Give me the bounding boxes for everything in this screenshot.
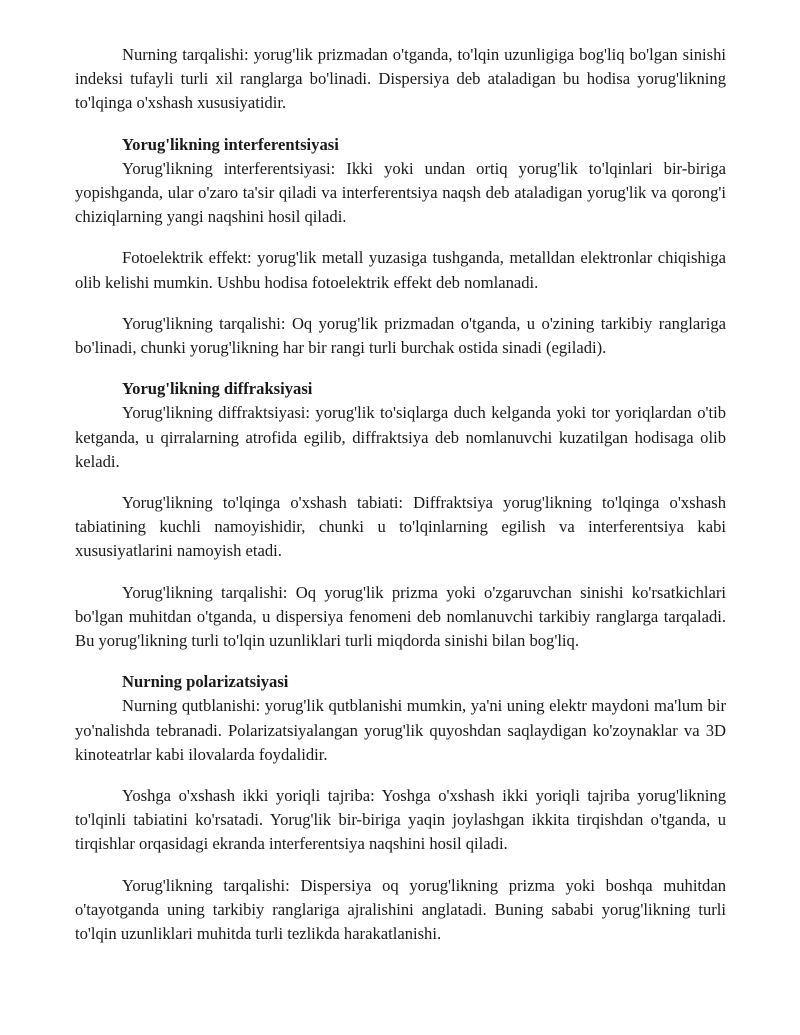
paragraph-polarization: Nurning qutblanishi: yorug'lik qutblanishi mumkin, ya'ni uning elektr maydoni ma'lum bir yo'nalishda tebranadi. Polarizatsiyalangan yorug'lik quyoshdan saqlaydigan ko'zoynaklar va 3D kinoteatrlar kabi ilovalarda foydalidir. [75, 696, 726, 764]
paragraph-double-slit: Yoshga o'xshash ikki yoriqli tajriba: Yoshga o'xshash ikki yoriqli tajriba yorug'likning to'lqinli tabiatini ko'rsatadi. Yorug'lik bir-biriga yaqin joylashgan ikkita tirqishdan o'tganda, u tirqishlar orqasidagi ekranda interferentsiya naqshini hosil qiladi. [75, 786, 726, 854]
paragraph-wave-nature: Yorug'likning to'lqinga o'xshash tabiati: Diffraktsiya yorug'likning to'lqinga o'xshash tabiatining kuchli namoyishidir, chunki u to'lqinlarning egilish va interferentsiya kabi xususiyatlarini namoyish etadi. [75, 493, 726, 561]
heading-polarization: Nurning polarizatsiyasi [122, 672, 289, 692]
paragraph-photoelectric: Fotoelektrik effekt: yorug'lik metall yuzasiga tushganda, metalldan elektronlar chiqishiga olib kelishi mumkin. Ushbu hodisa fotoelektrik effekt deb nomlanadi. [75, 248, 726, 292]
heading-diffraction: Yorug'likning diffraksiyasi [122, 379, 313, 399]
heading-interference: Yorug'likning interferentsiyasi [122, 134, 339, 154]
paragraph-dispersion-summary: Yorug'likning tarqalishi: Dispersiya oq yorug'likning prizma yoki boshqa muhitdan o'tayotganda uning tarkibiy ranglariga ajralishini anglatadi. Buning sababi yorug'likning turli to'lqin uzunliklari muhitda turli tezlikda harakatlanishi. [75, 875, 726, 944]
paragraph-diffraction: Yorug'likning diffraktsiyasi: yorug'lik to'siqlarga duch kelganda yoki tor yoriqlardan o'tib ketganda, u qirralarning atrofida egilib, diffraktsiya deb nomlanuvchi kuzatilgan hodisaga olib keladi. [75, 403, 726, 471]
paragraph-interference: Yorug'likning interferentsiyasi: Ikki yoki undan ortiq yorug'lik to'lqinlari bir-biriga yopishganda, ular o'zaro ta'sir qiladi va interferentsiya naqsh deb ataladigan yorug'lik va qorong'i chiziqlarning yangi naqshini hosil qiladi. [75, 158, 726, 227]
paragraph-white-light-prism: Yorug'likning tarqalishi: Oq yorug'lik prizmadan o'tganda, u o'zining tarkibiy ranglariga bo'linadi, chunki yorug'likning har bir rangi turli burchak ostida sinadi (egiladi). [75, 313, 726, 358]
paragraph-dispersion-intro: Nurning tarqalishi: yorug'lik prizmadan o'tganda, to'lqin uzunligiga bog'liq bo'lgan sinishi indeksi tufayli turli xil ranglarga bo'linadi. Dispersiya deb ataladigan bu hodisa yorug'likning to'lqinga o'xshash xususiyatidir. [75, 45, 726, 113]
paragraph-dispersion-phenomenon: Yorug'likning tarqalishi: Oq yorug'lik prizma yoki o'zgaruvchan sinishi ko'rsatkichlari bo'lgan muhitdan o'tganda, u dispersiya fenomeni deb nomlanuvchi tarkibiy ranglarga tarqaladi. Bu yorug'likning turli to'lqin uzunliklari turli miqdorda sinishi bilan bog'liq. [75, 582, 726, 651]
